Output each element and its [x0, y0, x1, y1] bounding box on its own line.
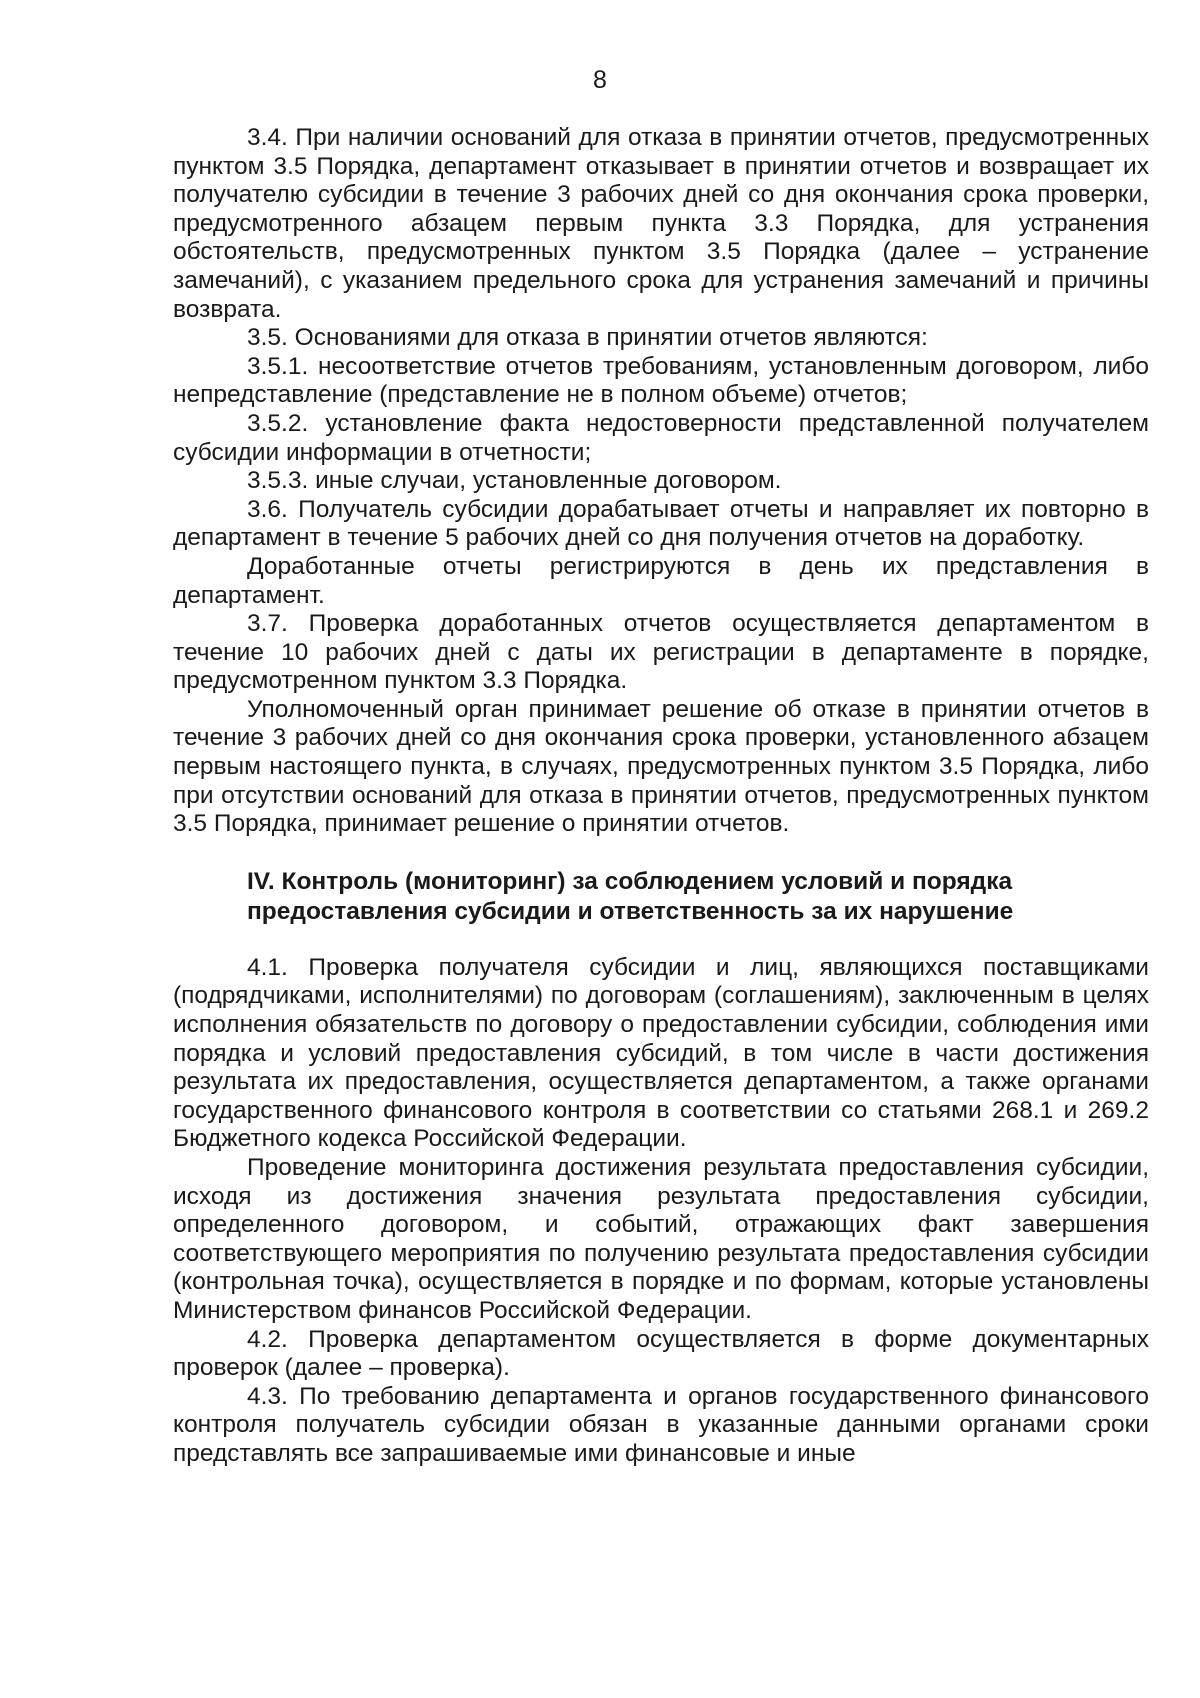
paragraph-4-2: 4.2. Проверка департаментом осуществляется в форме документарных проверок (далее – проверка). — [173, 1325, 1149, 1382]
paragraph-3-7-continued: Уполномоченный орган принимает решение об отказе в принятии отчетов в течение 3 рабочих дней со дня окончания срока проверки, установленного абзацем первым настоящего пункта, в случаях, предусмотренных пунктом 3.5 Порядка, либо при отсутствии оснований для отказа в принятии отчетов, предусмотренных пунктом 3.5 Порядка, принимает решение о принятии отчетов. — [173, 695, 1149, 838]
page-number: 8 — [593, 66, 607, 94]
paragraph-3-5: 3.5. Основаниями для отказа в принятии отчетов являются: — [247, 324, 928, 352]
paragraph-4-1-monitoring: Проведение мониторинга достижения результата предоставления субсидии, исходя из достижения значения результата предоставления субсидии, определенного договором, и событий, отражающих факт завершения соответствующего мероприятия по получению результата предоставления субсидии (контрольная точка), осуществляется в порядке и по формам, которые установлены Министерством финансов Российской Федерации. — [173, 1154, 1149, 1324]
paragraph-3-7: 3.7. Проверка доработанных отчетов осуществляется департаментом в течение 10 рабочих дней с даты их регистрации в департаменте в порядке, предусмотренном пунктом 3.3 Порядка. — [173, 610, 1149, 695]
paragraph-3-6-continued: Доработанные отчеты регистрируются в день их представления в департамент. — [173, 552, 1149, 609]
section-heading-line-1: IV. Контроль (мониторинг) за соблюдением условий и порядка — [247, 867, 1013, 895]
paragraph-3-4: 3.4. При наличии оснований для отказа в принятии отчетов, предусмотренных пунктом 3.5 Порядка, департамент отказывает в принятии отчетов и возвращает их получателю субсидии в течение 3 рабочих дней со дня окончания срока проверки, предусмотренного абзацем первым пункта 3.3 Порядка, для устранения обстоятельств, предусмотренных пунктом 3.5 Порядка (далее – устранение замечаний), с указанием предельного срока для устранения замечаний и причины возврата. — [173, 124, 1149, 323]
paragraph-4-3: 4.3. По требованию департамента и органов государственного финансового контроля получатель субсидии обязан в указанные данными органами сроки представлять все запрашиваемые ими финансовые и иные — [173, 1382, 1149, 1467]
section-heading — [173, 867, 1149, 927]
paragraph-3-5-3: 3.5.3. иные случаи, установленные договором. — [247, 467, 782, 495]
paragraph-3-5-1: 3.5.1. несоответствие отчетов требованиям, установленным договором, либо непредставление (представление не в полном объеме) отчетов; — [173, 352, 1149, 409]
document-body — [173, 124, 1149, 1469]
section-heading-line-2: предоставления субсидии и ответственность за их нарушение — [247, 897, 1014, 925]
paragraph-3-5-2: 3.5.2. установление факта недостоверности представленной получателем субсидии информации в отчетности; — [173, 409, 1149, 466]
paragraph-4-1: 4.1. Проверка получателя субсидии и лиц, являющихся поставщиками (подрядчиками, исполнителями) по договорам (соглашениям), заключенным в целях исполнения обязательств по договору о предоставлении субсидии, соблюдения ими порядка и условий предоставления субсидий, в том числе в части достижения результата их предоставления, осуществляется департаментом, а также органами государственного финансового контроля в соответствии со статьями 268.1 и 269.2 Бюджетного кодекса Российской Федерации. — [173, 953, 1149, 1153]
paragraph-3-6: 3.6. Получатель субсидии дорабатывает отчеты и направляет их повторно в департамент в течение 5 рабочих дней со дня получения отчетов на доработку. — [173, 495, 1149, 552]
